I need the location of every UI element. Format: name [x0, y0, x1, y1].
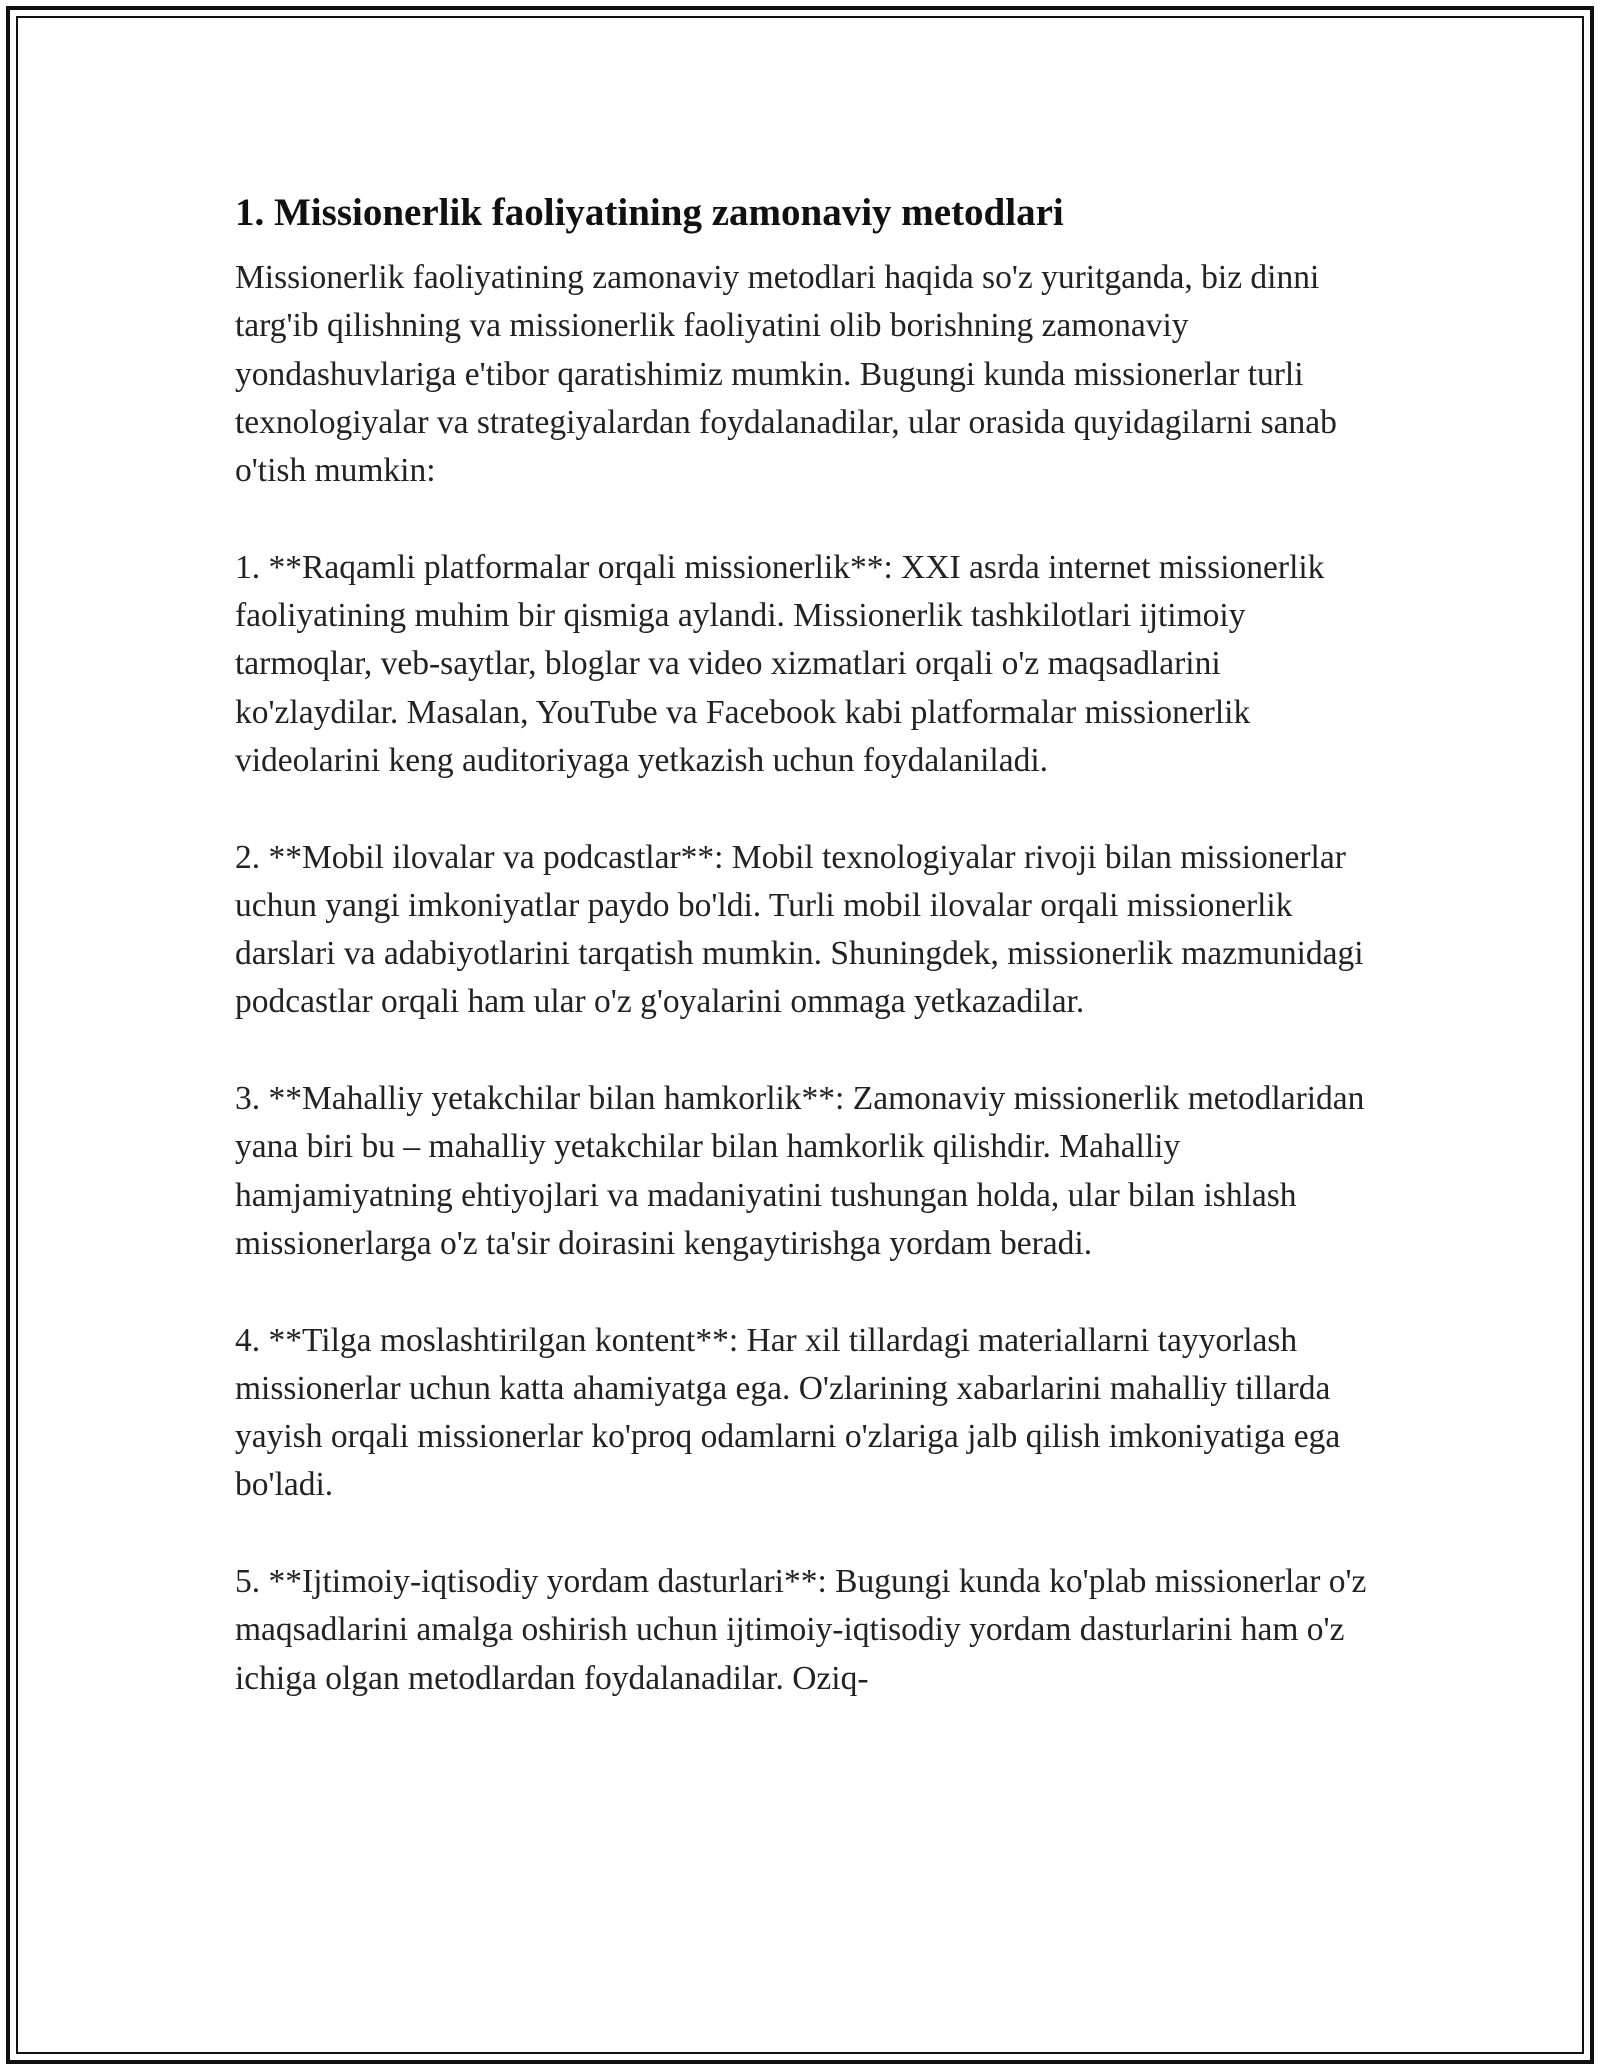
paragraph-intro: Missionerlik faoliyatining zamonaviy metodlari haqida so'z yuritganda, biz dinni targ'ib qilishning va missionerlik faoliyatini olib borishning zamonaviy yondashuvlariga e'tibor qaratishimiz mumkin. Bugungi kunda missionerlar turli texnologiyalar va strategiyalardan foydalanadilar, ular orasida quyidagilarni sanab o'tish mumkin:	[235, 259, 1337, 490]
document-body	[235, 185, 1375, 1703]
paragraph-item-5: 5. **Ijtimoiy-iqtisodiy yordam dasturlari**: Bugungi kunda ko'plab missionerlar o'z maqsadlarini amalga oshirish uchun ijtimoiy-iqtisodiy yordam dasturlarini ham o'z ichiga olgan metodlardan foydalanadilar. Oziq-	[235, 1563, 1367, 1697]
paragraph-item-2: 2. **Mobil ilovalar va podcastlar**: Mobil texnologiyalar rivoji bilan missionerlar uchun yangi imkoniyatlar paydo bo'ldi. Turli mobil ilovalar orqali missionerlik darslari va adabiyotlarini tarqatish mumkin. Shuningdek, missionerlik mazmunidagi podcastlar orqali ham ular o'z g'oyalarini ommaga yetkazadilar.	[235, 838, 1364, 1021]
paragraph-item-4: 4. **Tilga moslashtirilgan kontent**: Har xil tillardagi materiallarni tayyorlash missionerlar uchun katta ahamiyatga ega. O'zlarining xabarlarini mahalliy tillarda yayish orqali missionerlar ko'proq odamlarni o'zlariga jalb qilish imkoniyatiga ega bo'ladi.	[235, 1321, 1341, 1504]
paragraph-item-1: 1. **Raqamli platformalar orqali missionerlik**: XXI asrda internet missionerlik faoliyatining muhim bir qismiga aylandi. Missionerlik tashkilotlari ijtimoiy tarmoqlar, veb-saytlar, bloglar va video xizmatlari orqali o'z maqsadlarini ko'zlaydilar. Masalan, YouTube va Facebook kabi platformalar missionerlik videolarini keng auditoriyaga yetkazish uchun foydalaniladi.	[235, 548, 1325, 779]
paragraph-item-3: 3. **Mahalliy yetakchilar bilan hamkorlik**: Zamonaviy missionerlik metodlaridan yana biri bu – mahalliy yetakchilar bilan hamkorlik qilishdir. Mahalliy hamjamiyatning ehtiyojlari va madaniyatini tushungan holda, ular bilan ishlash missionerlarga o'z ta'sir doirasini kengaytirishga yordam beradi.	[235, 1080, 1365, 1262]
page-title: 1. Missionerlik faoliyatining zamonaviy metodlari	[235, 191, 1064, 234]
